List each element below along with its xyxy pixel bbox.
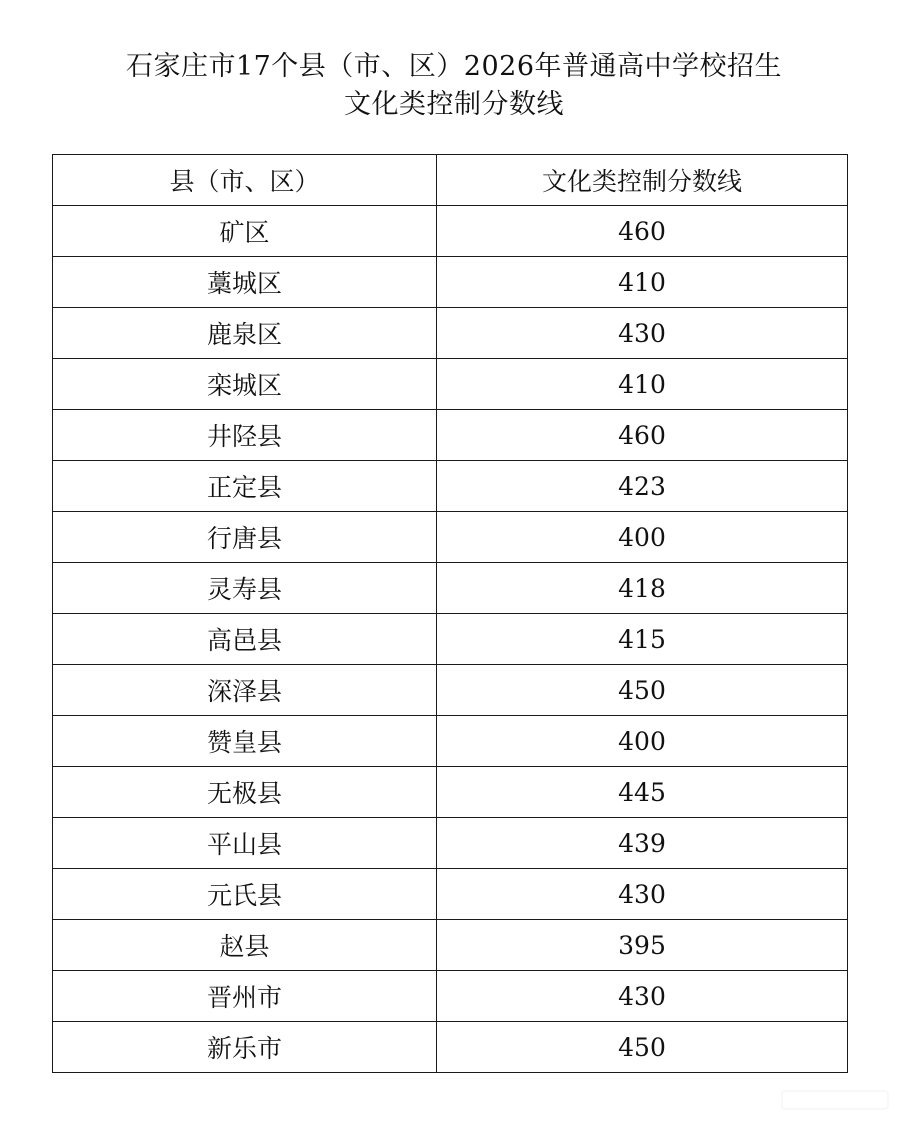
cell-county-name: 行唐县 xyxy=(53,512,437,563)
table-row xyxy=(53,818,848,869)
cell-score: 460 xyxy=(437,410,848,461)
cell-score: 445 xyxy=(437,767,848,818)
cell-county-name: 藁城区 xyxy=(53,257,437,308)
table-row xyxy=(53,614,848,665)
title-line-1: 石家庄市17个县（市、区）2026年普通高中学校招生 xyxy=(125,51,783,82)
cell-score: 415 xyxy=(437,614,848,665)
cell-score: 410 xyxy=(437,257,848,308)
cell-score: 450 xyxy=(437,665,848,716)
table-row xyxy=(53,563,848,614)
table-row xyxy=(53,257,848,308)
cell-county-name: 高邑县 xyxy=(53,614,437,665)
table-row xyxy=(53,206,848,257)
table-row xyxy=(53,512,848,563)
table-row xyxy=(53,920,848,971)
cell-county-name: 灵寿县 xyxy=(53,563,437,614)
cell-score: 400 xyxy=(437,716,848,767)
cell-score: 430 xyxy=(437,971,848,1022)
table-row xyxy=(53,716,848,767)
cell-county-name: 无极县 xyxy=(53,767,437,818)
table-row xyxy=(53,308,848,359)
cell-score: 400 xyxy=(437,512,848,563)
table-row xyxy=(53,767,848,818)
table-row xyxy=(53,869,848,920)
cell-score: 450 xyxy=(437,1022,848,1073)
table-row xyxy=(53,461,848,512)
cell-county-name: 新乐市 xyxy=(53,1022,437,1073)
table-row xyxy=(53,971,848,1022)
cell-county-name: 矿区 xyxy=(53,206,437,257)
document-title xyxy=(0,48,908,124)
cell-county-name: 鹿泉区 xyxy=(53,308,437,359)
table-row xyxy=(53,359,848,410)
cell-county-name: 深泽县 xyxy=(53,665,437,716)
table-row xyxy=(53,665,848,716)
cell-score: 430 xyxy=(437,869,848,920)
cell-score: 430 xyxy=(437,308,848,359)
table-row xyxy=(53,1022,848,1073)
cell-county-name: 赞皇县 xyxy=(53,716,437,767)
cell-county-name: 元氏县 xyxy=(53,869,437,920)
cell-county-name: 赵县 xyxy=(53,920,437,971)
cell-county-name: 井陉县 xyxy=(53,410,437,461)
table-header-row xyxy=(53,155,848,206)
cell-score: 410 xyxy=(437,359,848,410)
cell-county-name: 栾城区 xyxy=(53,359,437,410)
watermark-icon xyxy=(780,1085,890,1115)
cell-county-name: 晋州市 xyxy=(53,971,437,1022)
cell-score: 395 xyxy=(437,920,848,971)
cell-score: 423 xyxy=(437,461,848,512)
header-county: 县（市、区） xyxy=(53,155,437,206)
header-score: 文化类控制分数线 xyxy=(437,155,848,206)
score-table xyxy=(52,154,848,1073)
title-line-2: 文化类控制分数线 xyxy=(344,89,564,120)
cell-county-name: 正定县 xyxy=(53,461,437,512)
cell-county-name: 平山县 xyxy=(53,818,437,869)
cell-score: 460 xyxy=(437,206,848,257)
cell-score: 418 xyxy=(437,563,848,614)
table-row xyxy=(53,410,848,461)
table-body xyxy=(53,206,848,1073)
cell-score: 439 xyxy=(437,818,848,869)
